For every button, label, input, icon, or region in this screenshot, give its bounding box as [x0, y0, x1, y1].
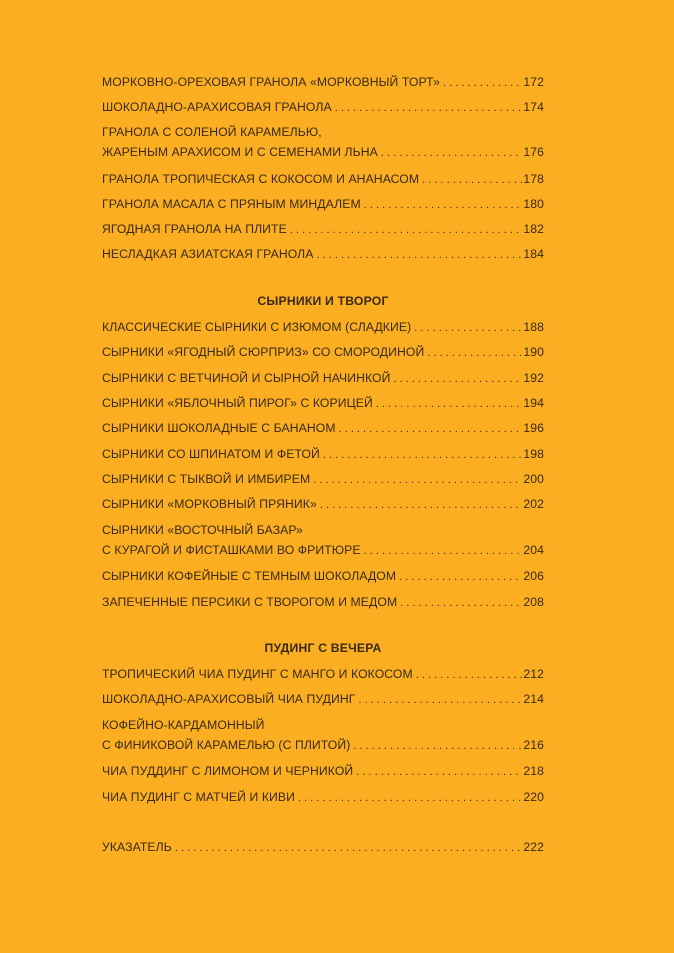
page-number: 174	[523, 100, 544, 114]
dot-leader	[175, 838, 523, 858]
toc-entry-title: СЫРНИКИ «ЯГОДНЫЙ СЮРПРИЗ» СО СМОРОДИНОЙ	[102, 345, 425, 359]
dot-leader	[399, 567, 522, 587]
toc-entry[interactable]	[102, 761, 544, 782]
section-heading: СЫРНИКИ И ТВОРОГ	[257, 294, 389, 308]
toc-entry[interactable]	[102, 72, 544, 93]
toc-entry[interactable]	[102, 219, 544, 240]
page-number: 212	[523, 667, 544, 681]
toc-entry-title: С ФИНИКОВОЙ КАРАМЕЛЬЮ (С ПЛИТОЙ)	[102, 738, 351, 752]
dot-leader	[381, 143, 522, 163]
toc-entry-title: МОРКОВНО-ОРЕХОВАЯ ГРАНОЛА «МОРКОВНЫЙ ТОРТ»	[102, 75, 441, 89]
toc-entry[interactable]	[102, 837, 544, 858]
toc-entry-title: ГРАНОЛА МАСАЛА С ПРЯНЫМ МИНДАЛЕМ	[102, 197, 361, 211]
toc-entry-title: ЗАПЕЧЕННЫЕ ПЕРСИКИ С ТВОРОГОМ И МЕДОМ	[102, 595, 398, 609]
page-number: 196	[523, 421, 544, 435]
toc-entry-title: СЫРНИКИ С ВЕТЧИНОЙ И СЫРНОЙ НАЧИНКОЙ	[102, 371, 391, 385]
toc-entry[interactable]	[102, 244, 544, 265]
dot-leader	[364, 541, 523, 561]
dot-leader	[414, 318, 522, 338]
toc-entry-title: ЖАРЕНЫМ АРАХИСОМ И С СЕМЕНАМИ ЛЬНА	[102, 145, 378, 159]
dot-leader	[376, 394, 523, 414]
dot-leader	[416, 665, 523, 685]
page-number: 180	[523, 197, 544, 211]
toc-entry-title: ЯГОДНАЯ ГРАНОЛА НА ПЛИТЕ	[102, 222, 287, 236]
dot-leader	[364, 195, 523, 215]
page-number: 198	[523, 447, 544, 461]
toc-entry[interactable]	[102, 494, 544, 515]
dot-leader	[393, 369, 522, 389]
toc-entry-title: СЫРНИКИ КОФЕЙНЫЕ С ТЕМНЫМ ШОКОЛАДОМ	[102, 569, 397, 583]
toc-entry[interactable]	[102, 689, 544, 710]
dot-leader	[443, 73, 522, 93]
dot-leader	[317, 245, 523, 265]
toc-entry-title: ШОКОЛАДНО-АРАХИСОВАЯ ГРАНОЛА	[102, 100, 332, 114]
toc-entry[interactable]	[102, 566, 544, 587]
toc-entry[interactable]	[102, 592, 544, 613]
page-number: 220	[523, 790, 544, 804]
toc-entry[interactable]	[102, 787, 544, 808]
page-number: 222	[523, 840, 544, 854]
toc-entry[interactable]	[102, 393, 544, 414]
dot-leader	[298, 788, 522, 808]
page-number: 202	[523, 497, 544, 511]
toc-entry-title: ЧИА ПУДИНГ С МАТЧЕЙ И КИВИ	[102, 790, 296, 804]
page-number: 206	[523, 569, 544, 583]
page-number: 188	[523, 320, 544, 334]
toc-entry-title: СЫРНИКИ «ЯБЛОЧНЫЙ ПИРОГ» С КОРИЦЕЙ	[102, 396, 373, 410]
dot-leader	[358, 690, 522, 710]
dot-leader	[320, 495, 523, 515]
toc-entry-title: СЫРНИКИ СО ШПИНАТОМ И ФЕТОЙ	[102, 447, 320, 461]
toc-entry[interactable]	[102, 418, 544, 439]
toc-entry[interactable]	[102, 97, 544, 118]
toc-entry-title: УКАЗАТЕЛЬ	[102, 840, 172, 854]
page-number: 204	[523, 543, 544, 557]
toc-entry-title: ЧИА ПУДДИНГ С ЛИМОНОМ И ЧЕРНИКОЙ	[102, 764, 354, 778]
toc-entry[interactable]	[102, 520, 544, 561]
page-number: 182	[523, 222, 544, 236]
toc-entry-title: СЫРНИКИ С ТЫКВОЙ И ИМБИРЕМ	[102, 472, 311, 486]
toc-entry[interactable]	[102, 169, 544, 190]
page-number: 178	[523, 172, 544, 186]
toc-entry-title: ГРАНОЛА ТРОПИЧЕСКАЯ С КОКОСОМ И АНАНАСОМ	[102, 172, 420, 186]
page-number: 192	[523, 371, 544, 385]
toc-entry[interactable]	[102, 444, 544, 465]
dot-leader	[290, 220, 523, 240]
page-number: 184	[523, 247, 544, 261]
toc-entry[interactable]	[102, 194, 544, 215]
toc-entry[interactable]	[102, 122, 544, 163]
dot-leader	[422, 170, 522, 190]
page-number: 190	[523, 345, 544, 359]
page-number: 214	[523, 692, 544, 706]
dot-leader	[323, 445, 522, 465]
section-heading: ПУДИНГ С ВЕЧЕРА	[264, 641, 382, 655]
toc-entry[interactable]	[102, 342, 544, 363]
toc-entry[interactable]	[102, 469, 544, 490]
toc-entry[interactable]	[102, 368, 544, 389]
dot-leader	[400, 593, 522, 613]
toc-entry-title: ГРАНОЛА С СОЛЕНОЙ КАРАМЕЛЬЮ,	[102, 125, 322, 139]
toc-entry-title: СЫРНИКИ «ВОСТОЧНЫЙ БАЗАР»	[102, 523, 303, 537]
toc-entry[interactable]	[102, 317, 544, 338]
dot-leader	[353, 736, 522, 756]
dot-leader	[335, 98, 523, 118]
page-number: 216	[523, 738, 544, 752]
page-number: 176	[523, 145, 544, 159]
toc-entry-title: КЛАССИЧЕСКИЕ СЫРНИКИ С ИЗЮМОМ (СЛАДКИЕ)	[102, 320, 412, 334]
dot-leader	[356, 762, 522, 782]
page-number: 208	[523, 595, 544, 609]
toc-entry[interactable]	[102, 664, 544, 685]
toc-entry-title: ШОКОЛАДНО-АРАХИСОВЫЙ ЧИА ПУДИНГ	[102, 692, 356, 706]
page-number: 194	[523, 396, 544, 410]
toc-entry-title: С КУРАГОЙ И ФИСТАШКАМИ ВО ФРИТЮРЕ	[102, 543, 361, 557]
toc-entry-title: СЫРНИКИ ШОКОЛАДНЫЕ С БАНАНОМ	[102, 421, 336, 435]
page-number: 172	[523, 75, 544, 89]
dot-leader	[427, 343, 522, 363]
toc-entry[interactable]	[102, 715, 544, 756]
toc-entry-title: СЫРНИКИ «МОРКОВНЫЙ ПРЯНИК»	[102, 497, 317, 511]
dot-leader	[313, 470, 522, 490]
page-number: 200	[523, 472, 544, 486]
toc-entry-title: НЕСЛАДКАЯ АЗИАТСКАЯ ГРАНОЛА	[102, 247, 314, 261]
toc-entry-title: КОФЕЙНО-КАРДАМОННЫЙ	[102, 718, 265, 732]
page-number: 218	[523, 764, 544, 778]
dot-leader	[339, 419, 523, 439]
toc-entry-title: ТРОПИЧЕСКИЙ ЧИА ПУДИНГ С МАНГО И КОКОСОМ	[102, 667, 413, 681]
